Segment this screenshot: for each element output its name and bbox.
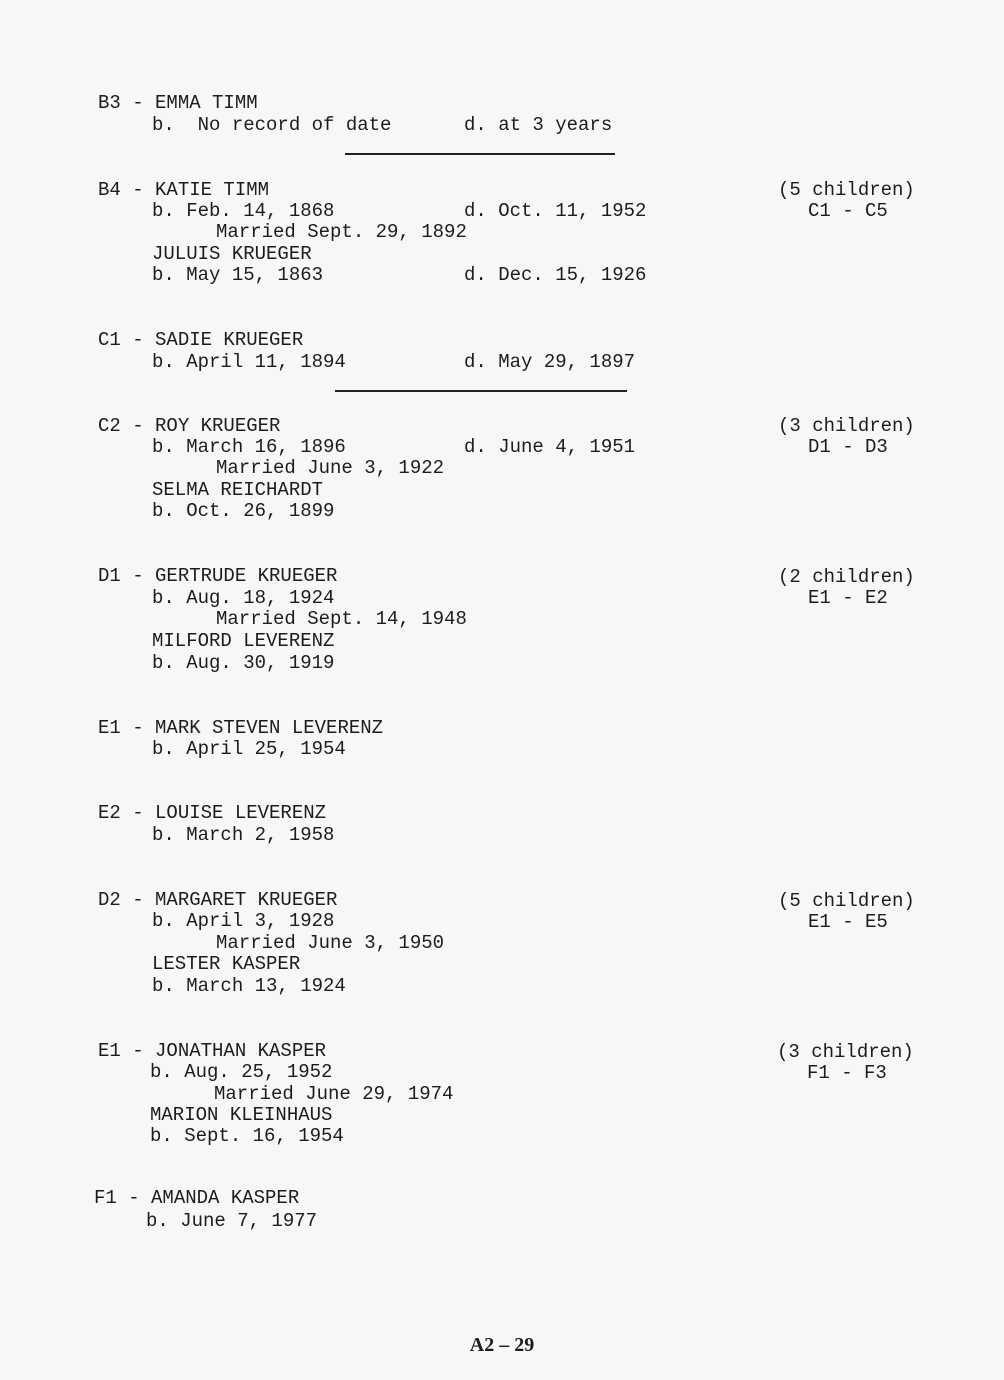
birth-line: b. April 3, 1928 [152,910,335,932]
birth-line: b. Aug. 18, 1924 [152,587,335,609]
spouse-death-line: d. Dec. 15, 1926 [464,264,647,286]
death-line: d. May 29, 1897 [464,351,636,373]
birth-line: b. April 25, 1954 [152,738,346,760]
children-range: E1 - E5 [808,911,888,933]
spouse-name: MARION KLEINHAUS [150,1104,333,1126]
birth-line: b. No record of date [152,114,392,136]
spouse-birth-line: b. Sept. 16, 1954 [150,1125,344,1147]
entry-heading: B3 - EMMA TIMM [98,92,258,114]
entry-heading: D1 - GERTRUDE KRUEGER [98,565,338,587]
death-line: d. June 4, 1951 [464,436,636,458]
entry-heading: D2 - MARGARET KRUEGER [98,889,338,911]
separator-rule [345,153,615,155]
entry-heading: E2 - LOUISE LEVERENZ [98,802,327,824]
entry-heading: C1 - SADIE KRUEGER [98,329,304,351]
spouse-name: LESTER KASPER [152,953,301,975]
entry-heading: C2 - ROY KRUEGER [98,415,281,437]
children-count: (3 children) [778,415,915,437]
children-count: (5 children) [778,890,915,912]
spouse-name: MILFORD LEVERENZ [152,630,335,652]
children-range: F1 - F3 [807,1062,887,1084]
spouse-birth-line: b. May 15, 1863 [152,264,324,286]
death-line: d. at 3 years [464,114,613,136]
children-count: (3 children) [777,1041,914,1063]
separator-rule [335,390,627,392]
children-range: D1 - D3 [808,436,888,458]
entry-heading: B4 - KATIE TIMM [98,179,270,201]
children-range: C1 - C5 [808,200,888,222]
page-number: A2 – 29 [469,1334,535,1356]
spouse-birth-line: b. Oct. 26, 1899 [152,500,335,522]
birth-line: b. Aug. 25, 1952 [150,1061,333,1083]
children-range: E1 - E2 [808,587,888,609]
children-count: (5 children) [778,179,915,201]
entry-heading: F1 - AMANDA KASPER [94,1187,300,1209]
entry-heading: E1 - MARK STEVEN LEVERENZ [98,717,384,739]
children-count: (2 children) [778,566,915,588]
marriage-line: Married Sept. 29, 1892 [216,221,467,243]
birth-line: b. March 16, 1896 [152,436,346,458]
marriage-line: Married June 29, 1974 [214,1083,454,1105]
birth-line: b. June 7, 1977 [146,1210,318,1232]
entry-heading: E1 - JONATHAN KASPER [98,1040,327,1062]
spouse-birth-line: b. March 13, 1924 [152,975,346,997]
birth-line: b. April 11, 1894 [152,351,346,373]
spouse-name: JULUIS KRUEGER [152,243,312,265]
birth-line: b. Feb. 14, 1868 [152,200,335,222]
spouse-name: SELMA REICHARDT [152,479,324,501]
marriage-line: Married June 3, 1922 [216,457,445,479]
marriage-line: Married June 3, 1950 [216,932,445,954]
birth-line: b. March 2, 1958 [152,824,335,846]
death-line: d. Oct. 11, 1952 [464,200,647,222]
marriage-line: Married Sept. 14, 1948 [216,608,467,630]
spouse-birth-line: b. Aug. 30, 1919 [152,652,335,674]
